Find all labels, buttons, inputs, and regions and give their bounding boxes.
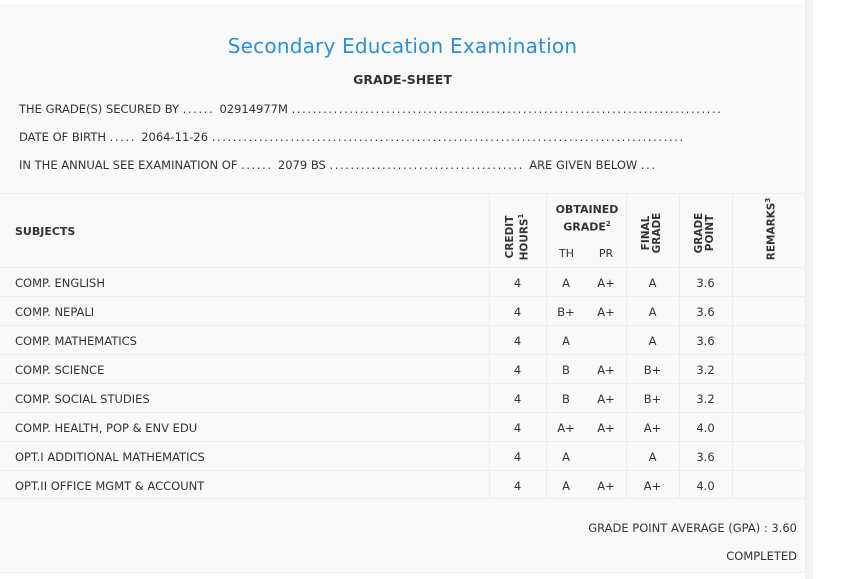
- secured-by-line: [19, 102, 723, 116]
- table-row: [0, 383, 805, 413]
- gpa-value: 3.60: [771, 521, 797, 535]
- header-subjects: SUBJECTS: [15, 224, 76, 238]
- table-row: [0, 470, 805, 500]
- final-grade-cell: B+: [643, 362, 662, 377]
- dob-label: DATE OF BIRTH: [19, 130, 107, 144]
- header-grade-point: GRADE POINT: [693, 212, 716, 254]
- remarks-cell: [732, 326, 805, 355]
- remarks-cell: [732, 355, 805, 384]
- th-grade-cell: A: [562, 449, 570, 464]
- exam-label: IN THE ANNUAL SEE EXAMINATION OF: [19, 158, 238, 172]
- th-grade-cell: A: [562, 333, 570, 348]
- final-grade-cell: B+: [643, 391, 662, 406]
- table-row: [0, 325, 805, 355]
- subject-cell: OPT.I ADDITIONAL MATHEMATICS: [15, 449, 205, 464]
- gpa-line: [588, 521, 797, 535]
- subject-cell: COMP. ENGLISH: [15, 275, 105, 290]
- dots: ......: [241, 158, 278, 172]
- credit-hours-cell: 4: [513, 304, 522, 319]
- header-final-grade: FINAL GRADE: [640, 212, 663, 254]
- remarks-cell: [732, 442, 805, 471]
- page-edge-strip: [805, 0, 813, 579]
- subject-cell: COMP. HEALTH, POP & ENV EDU: [15, 420, 198, 435]
- dob-value: 2064-11-26: [141, 130, 209, 144]
- grade-point-cell: 3.2: [696, 391, 715, 406]
- table-header-row: [0, 193, 805, 268]
- pr-grade-cell: A+: [597, 420, 615, 435]
- secured-by-label: THE GRADE(S) SECURED BY: [19, 102, 180, 116]
- remarks-cell: [732, 471, 805, 500]
- header-pr: PR: [598, 247, 614, 260]
- exam-value: 2079 BS: [277, 158, 326, 172]
- grade-point-cell: 3.6: [696, 275, 715, 290]
- header-obtained-grade: OBTAINED GRADE$^2$: [555, 203, 619, 234]
- final-grade-cell: A: [648, 449, 657, 464]
- gpa-label: GRADE POINT AVERAGE (GPA) :: [588, 521, 768, 535]
- grade-point-cell: 3.6: [696, 333, 715, 348]
- dob-line: [19, 130, 685, 144]
- th-grade-cell: B: [562, 391, 570, 406]
- subject-cell: COMP. SCIENCE: [15, 362, 105, 377]
- table-row: [0, 354, 805, 384]
- subject-cell: COMP. MATHEMATICS: [15, 333, 137, 348]
- table-row: [0, 412, 805, 442]
- credit-hours-cell: 4: [513, 420, 522, 435]
- remarks-cell: [732, 384, 805, 413]
- exam-title: Secondary Education Examination: [227, 34, 578, 58]
- table-row: [0, 441, 805, 471]
- pr-grade-cell: [586, 326, 626, 355]
- pr-grade-cell: A+: [597, 275, 615, 290]
- exam-line: [19, 158, 657, 172]
- credit-hours-cell: 4: [513, 362, 522, 377]
- header-credit-hours: CREDIT HOURS$^1$: [504, 213, 531, 261]
- credit-hours-cell: 4: [513, 449, 522, 464]
- final-grade-cell: A: [648, 333, 657, 348]
- header-remarks: REMARKS$^3$: [764, 197, 778, 261]
- header-th: TH: [559, 247, 574, 260]
- pr-grade-cell: A+: [597, 478, 615, 493]
- th-grade-cell: B: [562, 362, 570, 377]
- grade-point-cell: 3.6: [696, 449, 715, 464]
- pr-grade-cell: [586, 442, 626, 471]
- final-grade-cell: A+: [643, 478, 662, 493]
- credit-hours-cell: 4: [513, 391, 522, 406]
- status-text: COMPLETED: [726, 549, 797, 563]
- dots: ...: [640, 158, 657, 172]
- pr-grade-cell: A+: [597, 362, 615, 377]
- grade-point-cell: 3.2: [696, 362, 715, 377]
- dots: .....: [109, 130, 142, 144]
- remarks-cell: [732, 413, 805, 442]
- subject-cell: COMP. SOCIAL STUDIES: [15, 391, 150, 406]
- final-grade-cell: A: [648, 275, 657, 290]
- grade-point-cell: 4.0: [696, 478, 715, 493]
- dots: ......: [182, 102, 220, 116]
- credit-hours-cell: 4: [513, 275, 522, 290]
- dots: ..........................................................................................: [211, 130, 685, 144]
- sheet-subtitle: GRADE-SHEET: [353, 72, 452, 87]
- subject-cell: OPT.II OFFICE MGMT & ACCOUNT: [15, 478, 205, 493]
- th-grade-cell: A: [562, 478, 570, 493]
- symbol-number: 02914977M: [219, 102, 288, 116]
- pr-grade-cell: A+: [597, 391, 615, 406]
- subject-cell: COMP. NEPALI: [15, 304, 95, 319]
- remarks-cell: [732, 268, 805, 297]
- credit-hours-cell: 4: [513, 333, 522, 348]
- dots: ..................................................................................: [291, 102, 723, 116]
- pr-grade-cell: A+: [597, 304, 615, 319]
- final-grade-cell: A: [648, 304, 657, 319]
- credit-hours-cell: 4: [513, 478, 522, 493]
- grade-point-cell: 3.6: [696, 304, 715, 319]
- th-grade-cell: B+: [557, 304, 575, 319]
- remarks-cell: [732, 297, 805, 326]
- final-grade-cell: A+: [643, 420, 662, 435]
- th-grade-cell: A+: [557, 420, 575, 435]
- table-row: [0, 296, 805, 326]
- table-bottom-border: [0, 498, 805, 500]
- dots: .....................................: [329, 158, 530, 172]
- th-grade-cell: A: [562, 275, 570, 290]
- table-row: [0, 267, 805, 297]
- exam-suffix: ARE GIVEN BELOW: [529, 158, 638, 172]
- grade-point-cell: 4.0: [696, 420, 715, 435]
